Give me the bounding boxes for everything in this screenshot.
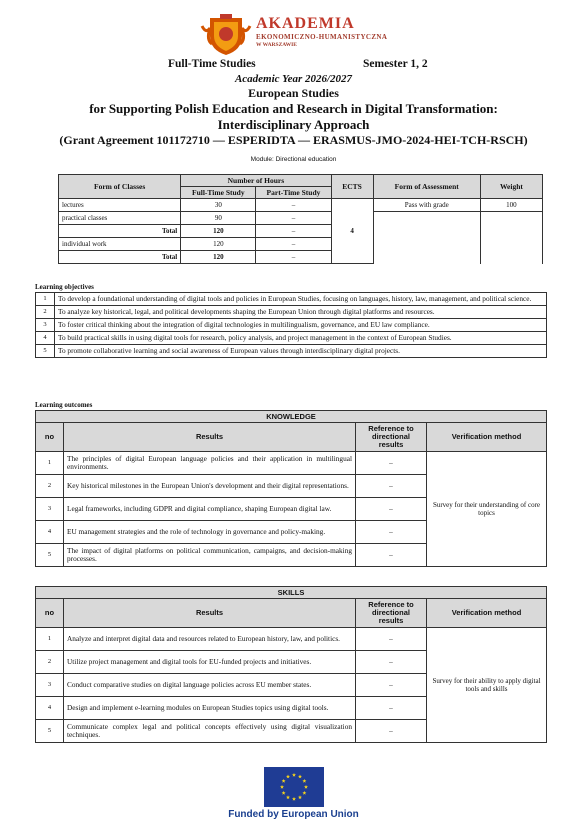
col-form: Form of Classes: [59, 175, 181, 199]
skills-title: SKILLS: [36, 587, 547, 599]
title-line-1: for Supporting Polish Education and Research in Digital Transformation:: [89, 101, 498, 116]
col-reference: Reference to directional results: [356, 599, 427, 628]
full-cell: 90: [181, 212, 256, 225]
col-ects: ECTS: [331, 175, 373, 199]
form-cell: Total: [59, 225, 181, 238]
list-item: 3 To foster critical thinking about the integration of digital technologies in multilingualism, governance, and EU law compliance.: [36, 319, 547, 332]
logo-subtitle-2: W WARSZAWIE: [256, 42, 297, 48]
skills-verification: Survey for their ability to apply digital tools and skills: [427, 628, 547, 743]
grant-agreement: (Grant Agreement 101172710 — ESPERIDTA — ERASMUS-JMO-2024-HEI-TCH-RSCH): [59, 133, 528, 147]
list-item: 5 To promote collaborative learning and social awareness of European values through interdisciplinary digital projects.: [36, 345, 547, 358]
col-no: no: [36, 599, 64, 628]
col-hours: Number of Hours: [181, 175, 331, 187]
part-cell: –: [256, 251, 331, 264]
knowledge-title: KNOWLEDGE: [36, 411, 547, 423]
col-assessment: Form of Assessment: [373, 175, 480, 199]
list-item: 2 To analyze key historical, legal, and political developments shaping the European Union through digital platforms and resources.: [36, 306, 547, 319]
study-mode: Full-Time Studies: [168, 58, 256, 70]
semester: Semester 1, 2: [363, 58, 428, 70]
table-row: 3 Conduct comparative studies on digital language policies across EU member states. –: [36, 674, 547, 697]
logo-subtitle: EKONOMICZNO-HUMANISTYCZNA: [256, 33, 388, 41]
full-cell: 30: [181, 199, 256, 212]
list-item: 1 To develop a foundational understanding of digital tools and policies in European Studies, focusing on languages, history, law, management, and political science.: [36, 293, 547, 306]
eu-flag-icon: [264, 767, 324, 807]
objectives-label: Learning objectives: [35, 283, 94, 291]
table-row: 1 The principles of digital European language policies and their application in multilingual environments. – Survey for their understanding of core topics: [36, 452, 547, 475]
logo-title: AKADEMIA: [256, 15, 355, 32]
part-cell: –: [256, 199, 331, 212]
table-row: 2 Utilize project management and digital tools for EU-funded projects and initiatives. –: [36, 651, 547, 674]
knowledge-verification: Survey for their understanding of core topics: [427, 452, 547, 567]
part-cell: –: [256, 225, 331, 238]
table-row: 5 Communicate complex legal and political concepts effectively using digital visualization techniques. –: [36, 720, 547, 743]
hours-table: [58, 174, 543, 264]
col-no: no: [36, 423, 64, 452]
full-cell: 120: [181, 238, 256, 251]
title-line-2: Interdisciplinary Approach: [217, 117, 370, 132]
outcomes-label: Learning outcomes: [35, 401, 93, 409]
academic-year: Academic Year 2026/2027: [234, 73, 353, 85]
col-weight: Weight: [480, 175, 542, 199]
table-row: 2 Key historical milestones in the European Union's development and their digital representations. –: [36, 475, 547, 498]
col-results: Results: [64, 423, 356, 452]
table-row: [59, 212, 543, 225]
study-info-row: [0, 58, 587, 72]
university-logo: [200, 14, 400, 56]
weight-cell: 100: [480, 199, 542, 212]
list-item: 4 To build practical skills in using digital tools for research, policy analysis, and project management in the context of European Studies.: [36, 332, 547, 345]
form-cell: lectures: [59, 199, 181, 212]
part-cell: –: [256, 212, 331, 225]
table-row: 1 Analyze and interpret digital data and resources related to European history, law, and politics. – Survey for their ability to apply digital tools and skills: [36, 628, 547, 651]
knowledge-table: [35, 410, 547, 567]
table-row: 4 EU management strategies and the role of technology in governance and policy-making. –: [36, 521, 547, 544]
form-cell: practical classes: [59, 212, 181, 225]
program-name: European Studies: [248, 86, 339, 100]
form-cell: Total: [59, 251, 181, 264]
table-row: 5 The impact of digital platforms on political communication, campaigns, and decision-making processes. –: [36, 544, 547, 567]
col-verification: Verification method: [427, 599, 547, 628]
table-row: 3 Legal frameworks, including GDPR and digital compliance, shaping European digital law. –: [36, 498, 547, 521]
full-cell: 120: [181, 225, 256, 238]
table-row: 4 Design and implement e-learning modules on European Studies topics using digital tools. –: [36, 697, 547, 720]
full-cell: 120: [181, 251, 256, 264]
crest-icon: [200, 14, 252, 56]
col-verification: Verification method: [427, 423, 547, 452]
assessment-cell: Pass with grade: [373, 199, 480, 212]
col-part-time: Part-Time Study: [256, 187, 331, 199]
skills-table: [35, 586, 547, 743]
form-cell: individual work: [59, 238, 181, 251]
ects-cell: 4: [331, 199, 373, 264]
col-full-time: Full-Time Study: [181, 187, 256, 199]
part-cell: –: [256, 238, 331, 251]
funded-by-eu: Funded by European Union: [228, 809, 359, 820]
col-reference: Reference to directional results: [356, 423, 427, 452]
module-name: Module: Directional education: [250, 156, 337, 163]
col-results: Results: [64, 599, 356, 628]
table-row: [59, 199, 543, 212]
objectives-table: [35, 292, 547, 358]
